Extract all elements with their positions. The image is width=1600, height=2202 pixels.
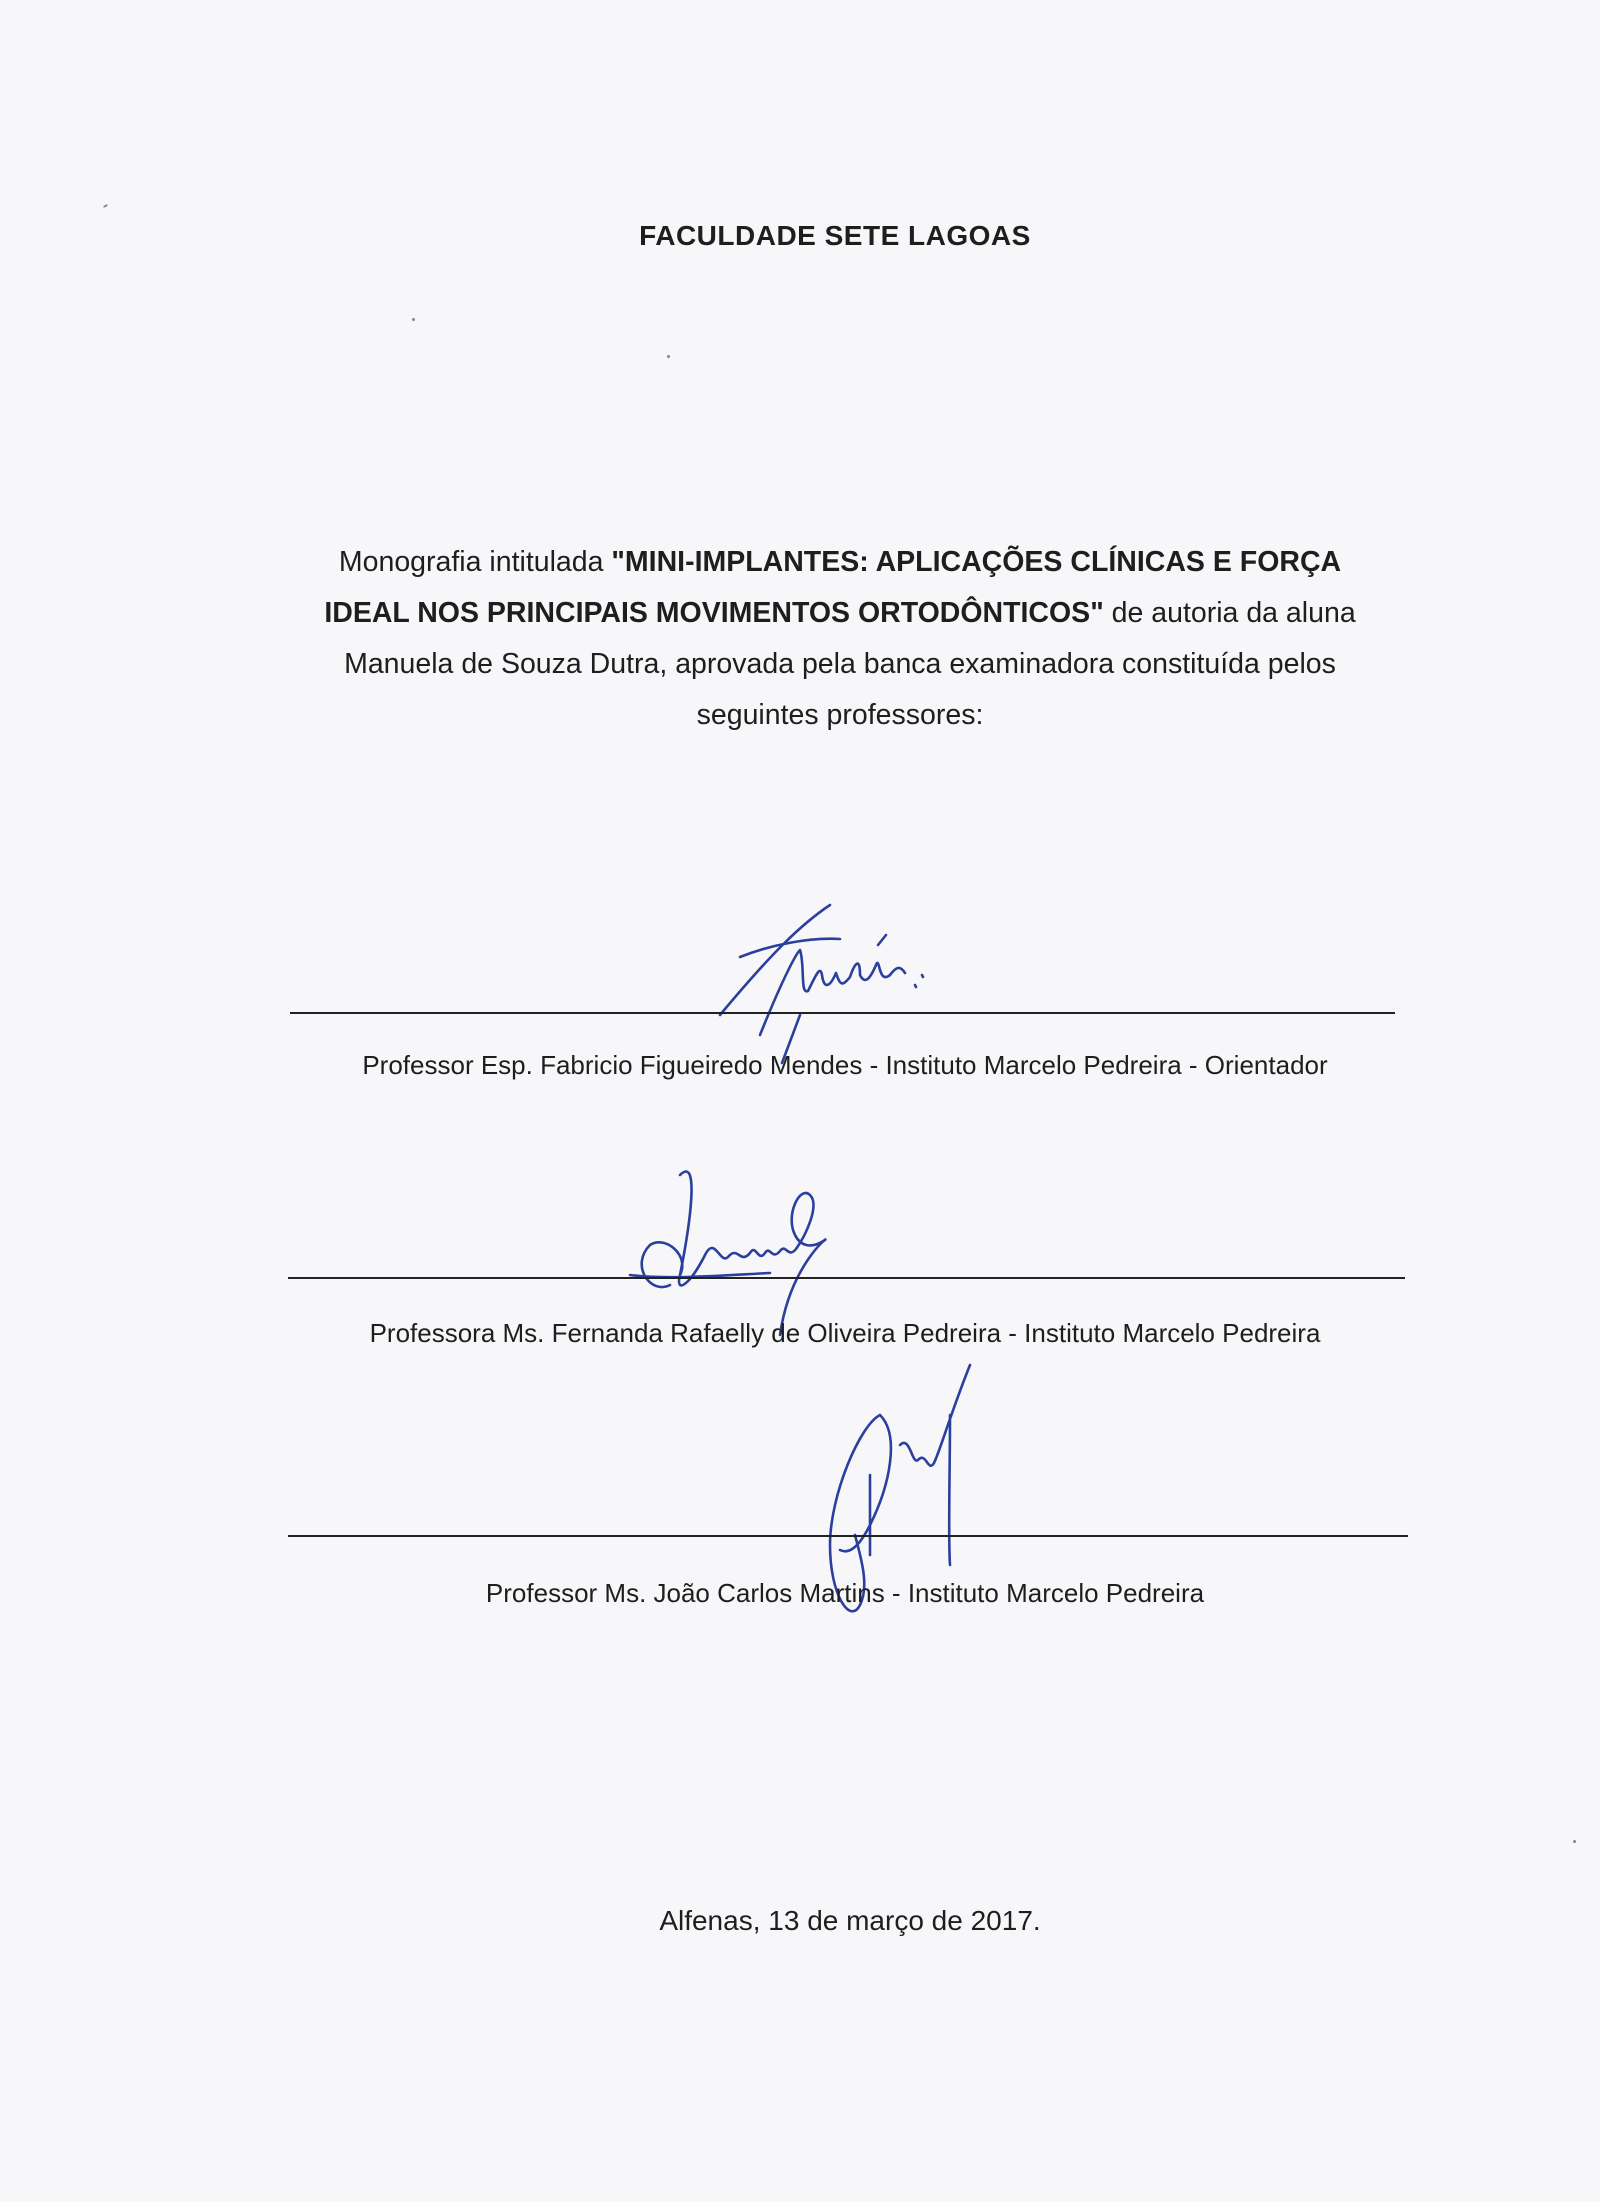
institution-name: FACULDADE SETE LAGOAS (639, 220, 1031, 251)
approval-statement (300, 537, 1380, 741)
scan-speck (667, 355, 670, 358)
scan-speck (103, 204, 108, 208)
place-date: Alfenas, 13 de março de 2017. (659, 1905, 1041, 1936)
signature-caption-1: Professor Esp. Fabricio Figueiredo Mendes - Instituto Marcelo Pedreira - Orientador (362, 1050, 1328, 1080)
approval-suffix: de autoria da aluna Manuela de Souza Dutra, aprovada pela banca examinadora constituída pelos seguintes professores: (344, 597, 1356, 731)
signature-line-2 (288, 1277, 1405, 1279)
scan-speck (412, 318, 415, 321)
signature-line-3 (288, 1535, 1408, 1537)
signature-line-1 (290, 1012, 1395, 1014)
scan-speck (1573, 1840, 1576, 1843)
approval-prefix: Monografia intitulada (338, 546, 612, 578)
monograph-title: "MINI-IMPLANTES: APLICAÇÕES CLÍNICAS E FORÇA IDEAL NOS PRINCIPAIS MOVIMENTOS ORTODÔNTICOS" (324, 546, 1342, 629)
signature-caption-2: Professora Ms. Fernanda Rafaelly de Oliveira Pedreira - Instituto Marcelo Pedreira (369, 1318, 1321, 1348)
signature-1-handwritten (700, 895, 960, 1065)
signature-caption-3: Professor Ms. João Carlos Martins - Instituto Marcelo Pedreira (485, 1578, 1205, 1608)
